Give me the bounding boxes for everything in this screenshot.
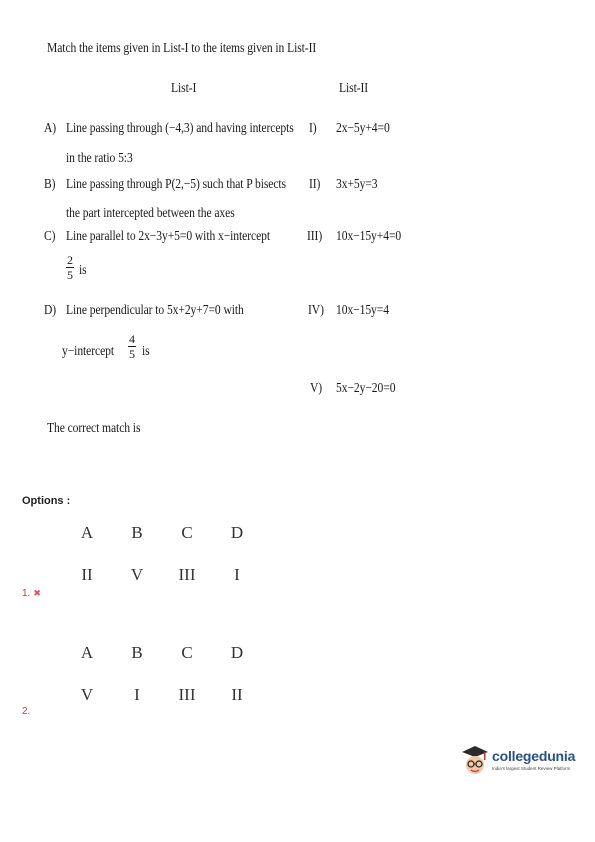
option-1-header-d: D [230, 523, 244, 542]
option-2-header-b: B [131, 643, 143, 662]
fraction-denominator: 5 [129, 347, 135, 361]
fraction-numerator: 2 [67, 253, 73, 267]
item-c-line2: is [79, 262, 87, 277]
option-1-answer-d: I [234, 565, 240, 584]
option-1-header-c: C [181, 523, 193, 542]
options-label: Options : [22, 495, 71, 507]
option-2-answer-b: I [134, 685, 140, 704]
item-c-key: C) [44, 228, 56, 243]
question-intro: Match the items given in List-I to the items given in List-II [47, 40, 317, 55]
option-1-number-label: 1. [22, 588, 31, 599]
match-1-equation: 2x−5y+4=0 [336, 120, 390, 135]
option-2-header-c: C [181, 643, 193, 662]
option-1-header-b: B [131, 523, 143, 542]
item-b-key: B) [44, 176, 56, 191]
item-c-intercept-fraction [66, 254, 74, 281]
match-5-equation: 5x−2y−20=0 [336, 380, 396, 395]
option-1-number[interactable] [22, 588, 41, 599]
mascot-icon [460, 744, 490, 778]
match-1-key: I) [309, 120, 317, 135]
match-5-key: V) [310, 380, 323, 395]
fraction [128, 333, 136, 360]
item-d-line2: is [142, 343, 150, 358]
question-closing: The correct match is [47, 420, 141, 435]
item-a-line2: in the ratio 5:3 [66, 150, 133, 165]
item-a-line1: Line passing through (−4,3) and having intercepts [66, 120, 294, 135]
item-a-key: A) [44, 120, 57, 135]
option-2-answer-d: II [231, 685, 243, 704]
option-2-number-label: 2. [22, 706, 31, 717]
item-d-key: D) [44, 302, 57, 317]
option-1-answer-c: III [178, 565, 196, 584]
item-d-y-intercept-label: y−intercept [62, 343, 115, 358]
option-1-answer-a: II [81, 565, 93, 584]
match-3-key: III) [307, 228, 323, 243]
option-2-header-a: A [80, 643, 94, 662]
wrong-mark-icon: ✖ [33, 588, 41, 598]
option-2-header-d: D [230, 643, 244, 662]
option-2-answer-a: V [80, 685, 94, 704]
fraction-numerator: 4 [129, 332, 135, 346]
match-4-key: IV) [308, 302, 324, 317]
option-2-answer-c: III [178, 685, 196, 704]
fraction [66, 254, 74, 281]
item-b-line2: the part intercepted between the axes [66, 205, 235, 220]
collegedunia-logo [460, 744, 580, 780]
item-c-line1: Line parallel to 2x−3y+5=0 with x−intercept [66, 228, 271, 243]
match-3-equation: 10x−15y+4=0 [336, 228, 402, 243]
brand-name: collegedunia [492, 748, 576, 764]
list1-header: List-I [171, 80, 197, 95]
fraction-denominator: 5 [67, 268, 73, 282]
match-2-key: II) [309, 176, 321, 191]
option-1-answer-b: V [130, 565, 144, 584]
item-d-intercept-fraction [128, 333, 136, 360]
brand-tagline: India's largest Student Review Platform [492, 766, 571, 771]
option-1-header-a: A [80, 523, 94, 542]
option-2-number[interactable] [22, 706, 30, 717]
item-d-line1: Line perpendicular to 5x+2y+7=0 with [66, 302, 244, 317]
item-b-line1: Line passing through P(2,−5) such that P bisects [66, 176, 286, 191]
match-2-equation: 3x+5y=3 [336, 176, 378, 191]
match-4-equation: 10x−15y=4 [336, 302, 389, 317]
list2-header: List-II [339, 80, 369, 95]
